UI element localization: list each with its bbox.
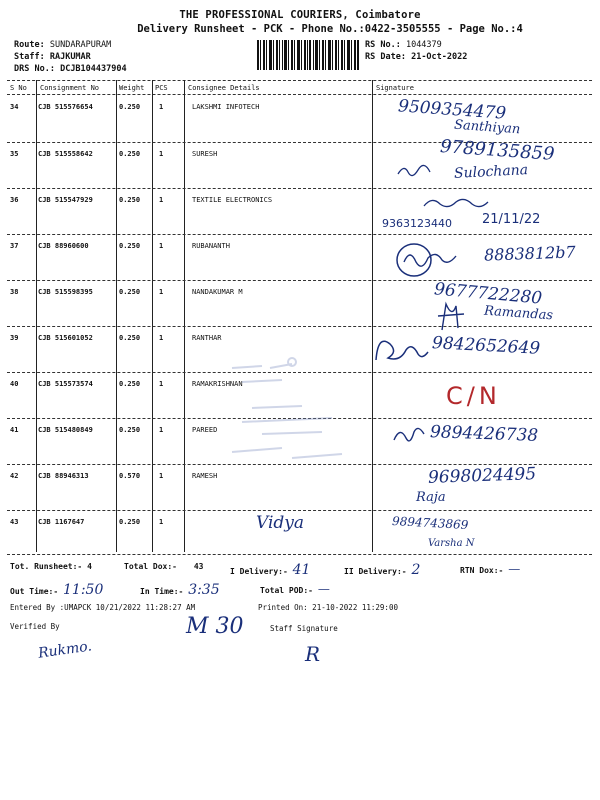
total-dox	[124, 562, 203, 571]
column-divider	[184, 80, 185, 552]
row-consignee: RAMAKRISHNAN	[192, 380, 243, 388]
row-pcs: 1	[159, 472, 164, 480]
out-time-label: Out Time:-	[10, 587, 59, 596]
col-consignee-header: Consignee Details	[188, 84, 260, 92]
row-sno: 40	[10, 380, 19, 388]
row-sign-phone: 9894743869	[391, 514, 469, 532]
row-sno: 39	[10, 334, 19, 342]
route-value: SUNDARAPURAM	[49, 40, 112, 50]
row-consignee-handwritten: Vidya	[256, 513, 305, 533]
row-weight: 0.250	[119, 380, 141, 388]
total-runsheet-value: 4	[87, 562, 92, 571]
row-separator	[7, 326, 592, 327]
total-runsheet-label: Tot. Runsheet:-	[10, 562, 83, 571]
runsheet-subtitle: Delivery Runsheet - PCK - Phone No.:0422-3505555 - Page No.:4	[137, 23, 523, 35]
col-signature-header: Signature	[376, 84, 414, 92]
rs-no-line	[365, 40, 442, 50]
row-sign-phone: 8883812b7	[483, 242, 576, 265]
first-delivery-value: 41	[292, 562, 311, 578]
row-pcs: 1	[159, 288, 164, 296]
row-pcs: 1	[159, 426, 164, 434]
total-pod-label: Total POD:-	[260, 586, 313, 595]
row-sign-phone: 9894426738	[429, 422, 539, 446]
printed-on: Printed On: 21-10-2022 11:29:00	[258, 603, 398, 612]
row-consignment: CJB 515601052	[38, 334, 93, 342]
row-sign-phone: 9789135859	[439, 136, 556, 165]
entered-by: Entered By :UMAPCK 10/21/2022 11:28:27 AM	[10, 603, 196, 612]
table-bottom-rule	[7, 554, 592, 555]
drs-label: DRS No.:	[14, 64, 55, 74]
row-weight: 0.570	[119, 472, 141, 480]
column-divider	[372, 80, 373, 552]
row-separator	[7, 188, 592, 189]
route-label: Route:	[14, 40, 45, 50]
row-sno: 41	[10, 426, 19, 434]
row-weight: 0.250	[119, 518, 141, 526]
row-pcs: 1	[159, 103, 164, 111]
rs-date-line	[365, 52, 467, 62]
row-consignee: PAREED	[192, 426, 218, 434]
row-weight: 0.250	[119, 426, 141, 434]
total-pod-value: —	[317, 582, 330, 596]
in-time	[140, 582, 220, 598]
row-weight: 0.250	[119, 242, 141, 250]
row-consignment: CJB 88946313	[38, 472, 89, 480]
verified-by-label: Verified By	[10, 622, 60, 631]
row-sno: 42	[10, 472, 19, 480]
route-line	[14, 40, 111, 50]
row-consignment: CJB 88960600	[38, 242, 89, 250]
row-pcs: 1	[159, 518, 164, 526]
signature-scribble	[394, 238, 464, 282]
row-pcs: 1	[159, 196, 164, 204]
staff-signature: R	[305, 642, 321, 666]
barcode-image	[257, 40, 359, 70]
row-consignment: CJB 515598395	[38, 288, 93, 296]
second-delivery-value: 2	[411, 562, 421, 578]
rs-no-label: RS No.:	[365, 40, 401, 50]
column-divider	[152, 80, 153, 552]
out-time	[10, 582, 103, 598]
row-consignment: CJB 515547929	[38, 196, 93, 204]
total-dox-label: Total Dox:-	[124, 562, 177, 571]
total-pod	[260, 582, 330, 596]
staff-label: Staff:	[14, 52, 45, 62]
row-sign-phone: 9698024495	[427, 464, 537, 488]
row-sno: 43	[10, 518, 19, 526]
staff-signature-label: Staff Signature	[270, 624, 338, 633]
staff-line	[14, 52, 91, 62]
return-dox	[460, 562, 520, 576]
faint-stamp-image	[222, 348, 362, 478]
row-consignee: RAMESH	[192, 472, 218, 480]
col-weight-header: Weight	[119, 84, 145, 92]
row-sign-phone: 9509354479	[397, 96, 507, 124]
row-sno: 37	[10, 242, 19, 250]
column-divider	[116, 80, 117, 552]
row-weight: 0.250	[119, 334, 141, 342]
table-top-rule	[7, 80, 592, 81]
row-sno: 38	[10, 288, 19, 296]
row-pcs: 1	[159, 242, 164, 250]
total-dox-value: 43	[193, 562, 204, 571]
row-separator	[7, 280, 592, 281]
row-sno: 35	[10, 150, 19, 158]
second-delivery	[344, 562, 420, 578]
rs-date-label: RS Date:	[365, 52, 406, 62]
total-runsheet	[10, 562, 92, 571]
row-weight: 0.250	[119, 288, 141, 296]
row-separator	[7, 234, 592, 235]
row-pcs: 1	[159, 334, 164, 342]
row-consignee: SURESH	[192, 150, 218, 158]
row-sno: 36	[10, 196, 19, 204]
row-consignee: NANDAKUMAR M	[192, 288, 243, 296]
row-sign-phone: 9677722280	[433, 279, 543, 309]
row-consignee: RANTHAR	[192, 334, 222, 342]
row-separator	[7, 510, 592, 511]
row-weight: 0.250	[119, 150, 141, 158]
return-dox-label: RTN Dox:-	[460, 566, 504, 575]
row-consignment: CJB 515480849	[38, 426, 93, 434]
initials-signature: M 30	[186, 614, 244, 639]
col-consignment-header: Consignment No	[40, 84, 100, 92]
signature-scribble	[372, 330, 432, 370]
row-sign-name: Sulochana	[453, 162, 529, 182]
row-sign-name: Varsha N	[428, 538, 475, 549]
rs-no-value: 1044379	[405, 40, 442, 50]
row-sign-phone: 9363123440	[382, 217, 452, 230]
row-sign-name: Raja	[416, 490, 446, 505]
signature-scribble	[436, 300, 466, 332]
row-consignee: TEXTILE ELECTRONICS	[192, 196, 273, 204]
row-sign-phone: 9842652649	[431, 333, 541, 359]
row-sign-name: Santhiyan	[453, 117, 521, 138]
in-time-label: In Time:-	[140, 587, 184, 596]
col-sno-header: S No	[10, 84, 27, 92]
row-consignment: CJB 515573574	[38, 380, 93, 388]
first-delivery-label: I Delivery:-	[230, 567, 288, 576]
row-consignee: LAKSHMI INFOTECH	[192, 103, 260, 111]
out-time-value: 11:50	[63, 582, 104, 598]
row-weight: 0.250	[119, 103, 141, 111]
row-consignment: CJB 515576654	[38, 103, 93, 111]
signature-scribble	[392, 420, 428, 448]
company-title: THE PROFESSIONAL COURIERS, Coimbatore	[179, 9, 421, 21]
second-delivery-label: II Delivery:-	[344, 567, 407, 576]
row-consignment: CJB 515558642	[38, 150, 93, 158]
drs-value: DCJB104437904	[60, 64, 127, 74]
signature-scribble	[422, 194, 492, 214]
table-header-rule	[7, 94, 592, 95]
signature-scribble	[396, 160, 436, 180]
column-divider	[36, 80, 37, 552]
row-pcs: 1	[159, 380, 164, 388]
cn-mark: C/N	[446, 382, 501, 410]
row-sno: 34	[10, 103, 19, 111]
row-sign-name: Ramandas	[483, 303, 554, 324]
col-pcs-header: PCS	[155, 84, 168, 92]
row-consignee: RUBANANTH	[192, 242, 230, 250]
row-sign-date: 21/11/22	[482, 212, 541, 227]
row-pcs: 1	[159, 150, 164, 158]
drs-line	[14, 64, 127, 74]
row-weight: 0.250	[119, 196, 141, 204]
row-consignment: CJB 1167647	[38, 518, 85, 526]
verified-by-signature: Rukmo.	[37, 638, 93, 662]
in-time-value: 3:35	[188, 582, 220, 598]
staff-value: RAJKUMAR	[49, 52, 91, 62]
return-dox-value: —	[508, 562, 521, 576]
rs-date-value: 21-Oct-2022	[411, 52, 468, 62]
first-delivery	[230, 562, 310, 578]
